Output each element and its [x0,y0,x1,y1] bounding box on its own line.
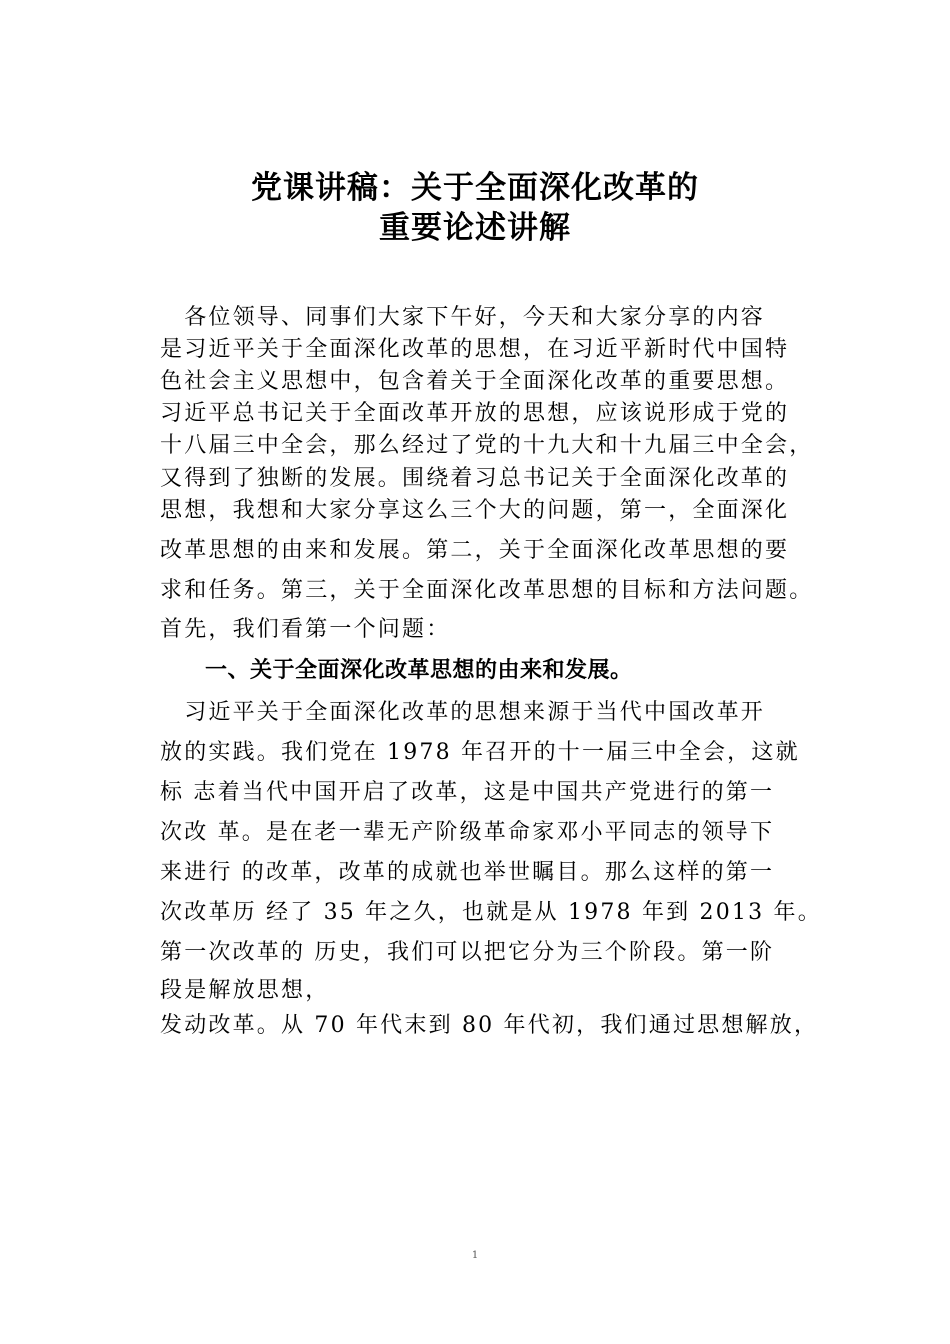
paragraph-line: 习近平总书记关于全面改革开放的思想，应该说形成于党的 [160,401,790,426]
document-title-line-1: 党课讲稿：关于全面深化改革的 [251,170,699,206]
paragraph-line: 第一次改革的 历史，我们可以把它分为三个阶段。第一阶 [160,940,775,965]
paragraph-line: 次改革历 经了 35 年之久，也就是从 1978 年到 2013 年。 [160,900,822,925]
paragraph-line: 改革思想的由来和发展。第二，关于全面深化改革思想的要 [160,538,790,563]
paragraph-line: 次改 革。是在老一辈无产阶级革命家邓小平同志的领导下 [160,820,775,845]
paragraph-line: 求和任务。第三，关于全面深化改革思想的目标和方法问题。 [160,578,814,603]
paragraph-line: 习近平关于全面深化改革的思想来源于当代中国改革开 [160,700,766,725]
page-number: 1 [471,1250,479,1261]
paragraph-line: 首先，我们看第一个问题： [160,617,451,642]
paragraph-line: 发动改革。从 70 年代末到 80 年代初，我们通过思想解放， [160,1013,819,1038]
paragraph-line: 十八届三中全会，那么经过了党的十九大和十九届三中全会， [160,433,814,458]
paragraph-line: 放的实践。我们党在 1978 年召开的十一届三中全会，这就 [160,740,800,765]
document-title-line-2: 重要论述讲解 [379,210,571,246]
section-heading: 一、关于全面深化改革思想的由来和发展。 [205,658,633,683]
paragraph-line: 又得到了独断的发展。围绕着习总书记关于全面深化改革的 [160,466,790,491]
paragraph-line: 思想，我想和大家分享这么三个大的问题，第一，全面深化 [160,498,790,523]
paragraph-line: 色社会主义思想中，包含着关于全面深化改革的重要思想。 [160,369,790,394]
paragraph-line: 段是解放思想， [160,978,330,1003]
paragraph-line: 是习近平关于全面深化改革的思想，在习近平新时代中国特 [160,337,790,362]
paragraph-line: 来进行 的改革，改革的成就也举世瞩目。那么这样的第一 [160,860,775,885]
paragraph-line: 各位领导、同事们大家下午好，今天和大家分享的内容 [160,305,766,330]
paragraph-line: 标 志着当代中国开启了改革，这是中国共产党进行的第一 [160,780,775,805]
